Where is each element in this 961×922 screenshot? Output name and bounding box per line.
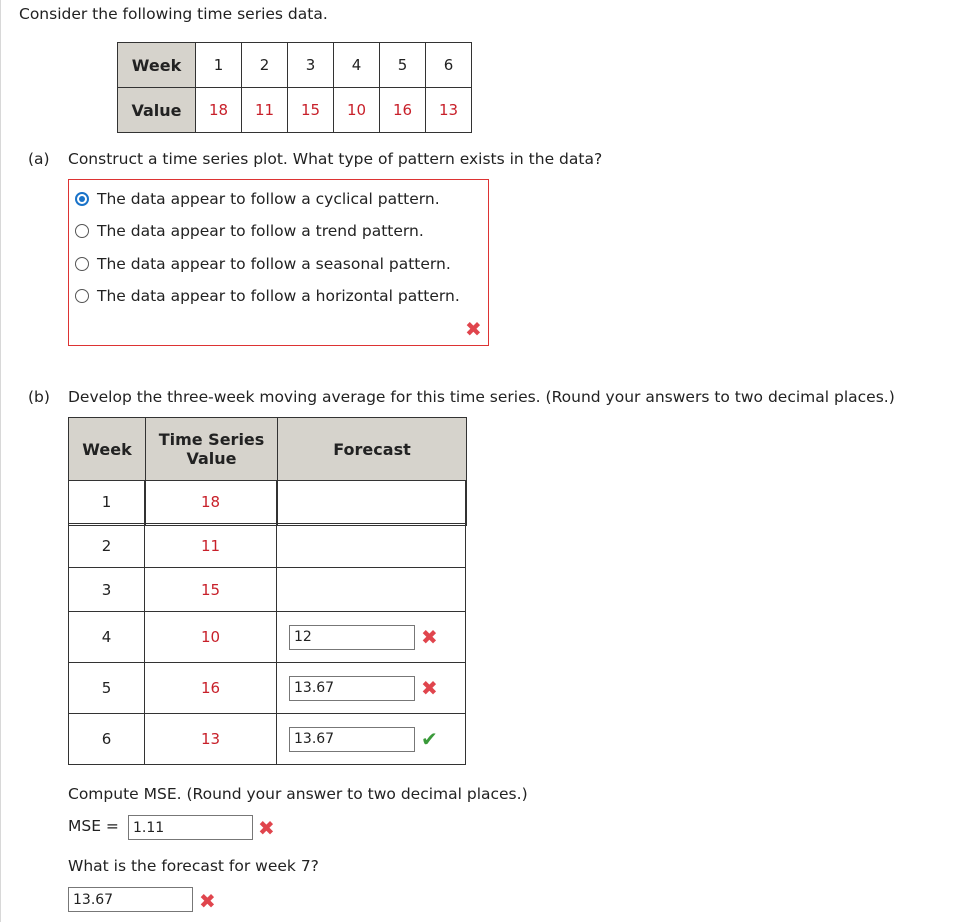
- radio-icon[interactable]: [75, 289, 89, 303]
- table-row: [68, 480, 466, 524]
- part-b-label: (b): [28, 388, 50, 406]
- week-cell: 6: [426, 43, 472, 88]
- table-row: [68, 714, 466, 765]
- forecast-cell: [277, 663, 466, 714]
- part-b-question: Develop the three-week moving average for this time series. (Round your answers to two decimal places.): [68, 388, 895, 406]
- radio-selected-icon[interactable]: [75, 192, 89, 206]
- value-header-line1: Time Series: [158, 430, 265, 449]
- series-value: 11: [200, 536, 221, 555]
- series-value: 15: [200, 580, 221, 599]
- value-cell: 15: [288, 88, 334, 133]
- mse-input[interactable]: [128, 815, 253, 840]
- value-row: [118, 88, 472, 133]
- time-series-table: [117, 42, 472, 133]
- value-cell: [145, 714, 277, 765]
- week-cell: 4: [334, 43, 380, 88]
- x-mark-icon: ✖: [421, 676, 438, 700]
- week-header: Week: [118, 43, 196, 88]
- radio-icon[interactable]: [75, 224, 89, 238]
- part-a-label: (a): [28, 150, 50, 168]
- value-cell: [145, 524, 277, 568]
- option-trend[interactable]: [75, 220, 424, 242]
- forecast-column-header: Forecast: [278, 418, 467, 481]
- forecast-cell: [277, 524, 466, 568]
- value-column-header: [146, 418, 278, 481]
- table-header-row: [69, 418, 467, 481]
- week-cell: [68, 480, 145, 524]
- week-cell: [68, 714, 145, 765]
- week-column-header: Week: [69, 418, 146, 481]
- option-label: The data appear to follow a cyclical pattern.: [97, 190, 440, 208]
- table-row: [68, 612, 466, 663]
- week-cell: [68, 612, 145, 663]
- part-a-answer-box: [68, 179, 489, 346]
- x-mark-icon: ✖: [465, 317, 482, 341]
- intro-text: Consider the following time series data.: [19, 5, 328, 23]
- value-cell: 13: [426, 88, 472, 133]
- week7-prompt: What is the forecast for week 7?: [68, 857, 319, 875]
- option-horizontal[interactable]: [75, 285, 460, 307]
- value-cell: 16: [380, 88, 426, 133]
- value-cell: [145, 663, 277, 714]
- week-cell: 2: [242, 43, 288, 88]
- series-value: 13: [200, 730, 221, 748]
- series-value: 16: [200, 679, 221, 697]
- option-cyclical[interactable]: [75, 188, 440, 210]
- week-number: 3: [101, 580, 112, 599]
- value-cell: 10: [334, 88, 380, 133]
- value-cell: 18: [196, 88, 242, 133]
- forecast-cell: [277, 480, 466, 524]
- table-row: [68, 524, 466, 568]
- forecast-input[interactable]: [289, 727, 415, 752]
- week-cell: [68, 568, 145, 612]
- value-cell: [145, 568, 277, 612]
- value-cell: 11: [242, 88, 288, 133]
- option-seasonal[interactable]: [75, 253, 451, 275]
- week-cell: [68, 663, 145, 714]
- mse-prompt: Compute MSE. (Round your answer to two decimal places.): [68, 785, 528, 803]
- value-header: Value: [118, 88, 196, 133]
- x-mark-icon: ✖: [199, 889, 216, 913]
- option-label: The data appear to follow a seasonal pattern.: [97, 255, 451, 273]
- week-number: 6: [101, 730, 112, 748]
- series-value: 10: [200, 628, 221, 646]
- forecast-cell: [277, 714, 466, 765]
- week-cell: 5: [380, 43, 426, 88]
- part-a-question: Construct a time series plot. What type of pattern exists in the data?: [68, 150, 603, 168]
- week-cell: 1: [196, 43, 242, 88]
- forecast-cell: [277, 612, 466, 663]
- value-cell: [145, 612, 277, 663]
- value-header-line2: Value: [186, 449, 237, 468]
- forecast-input[interactable]: [289, 625, 415, 650]
- week-row: [118, 43, 472, 88]
- forecast-cell: [277, 568, 466, 612]
- page-left-border: [0, 0, 1, 922]
- radio-icon[interactable]: [75, 257, 89, 271]
- week-cell: [68, 524, 145, 568]
- week-number: 2: [101, 536, 112, 555]
- week-cell: 3: [288, 43, 334, 88]
- forecast-input[interactable]: [289, 676, 415, 701]
- value-cell: [145, 480, 277, 524]
- week-number: 5: [101, 679, 112, 697]
- week-number: 4: [101, 628, 112, 646]
- week-number: 1: [101, 493, 112, 511]
- x-mark-icon: ✖: [421, 625, 438, 649]
- option-label: The data appear to follow a horizontal pattern.: [97, 287, 460, 305]
- x-mark-icon: ✖: [258, 816, 275, 840]
- week7-forecast-input[interactable]: [68, 887, 193, 912]
- option-label: The data appear to follow a trend pattern.: [97, 222, 424, 240]
- check-mark-icon: ✔: [421, 727, 438, 751]
- mse-label: MSE =: [68, 817, 119, 835]
- table-row: [68, 568, 466, 612]
- table-row: [68, 663, 466, 714]
- series-value: 18: [200, 493, 221, 511]
